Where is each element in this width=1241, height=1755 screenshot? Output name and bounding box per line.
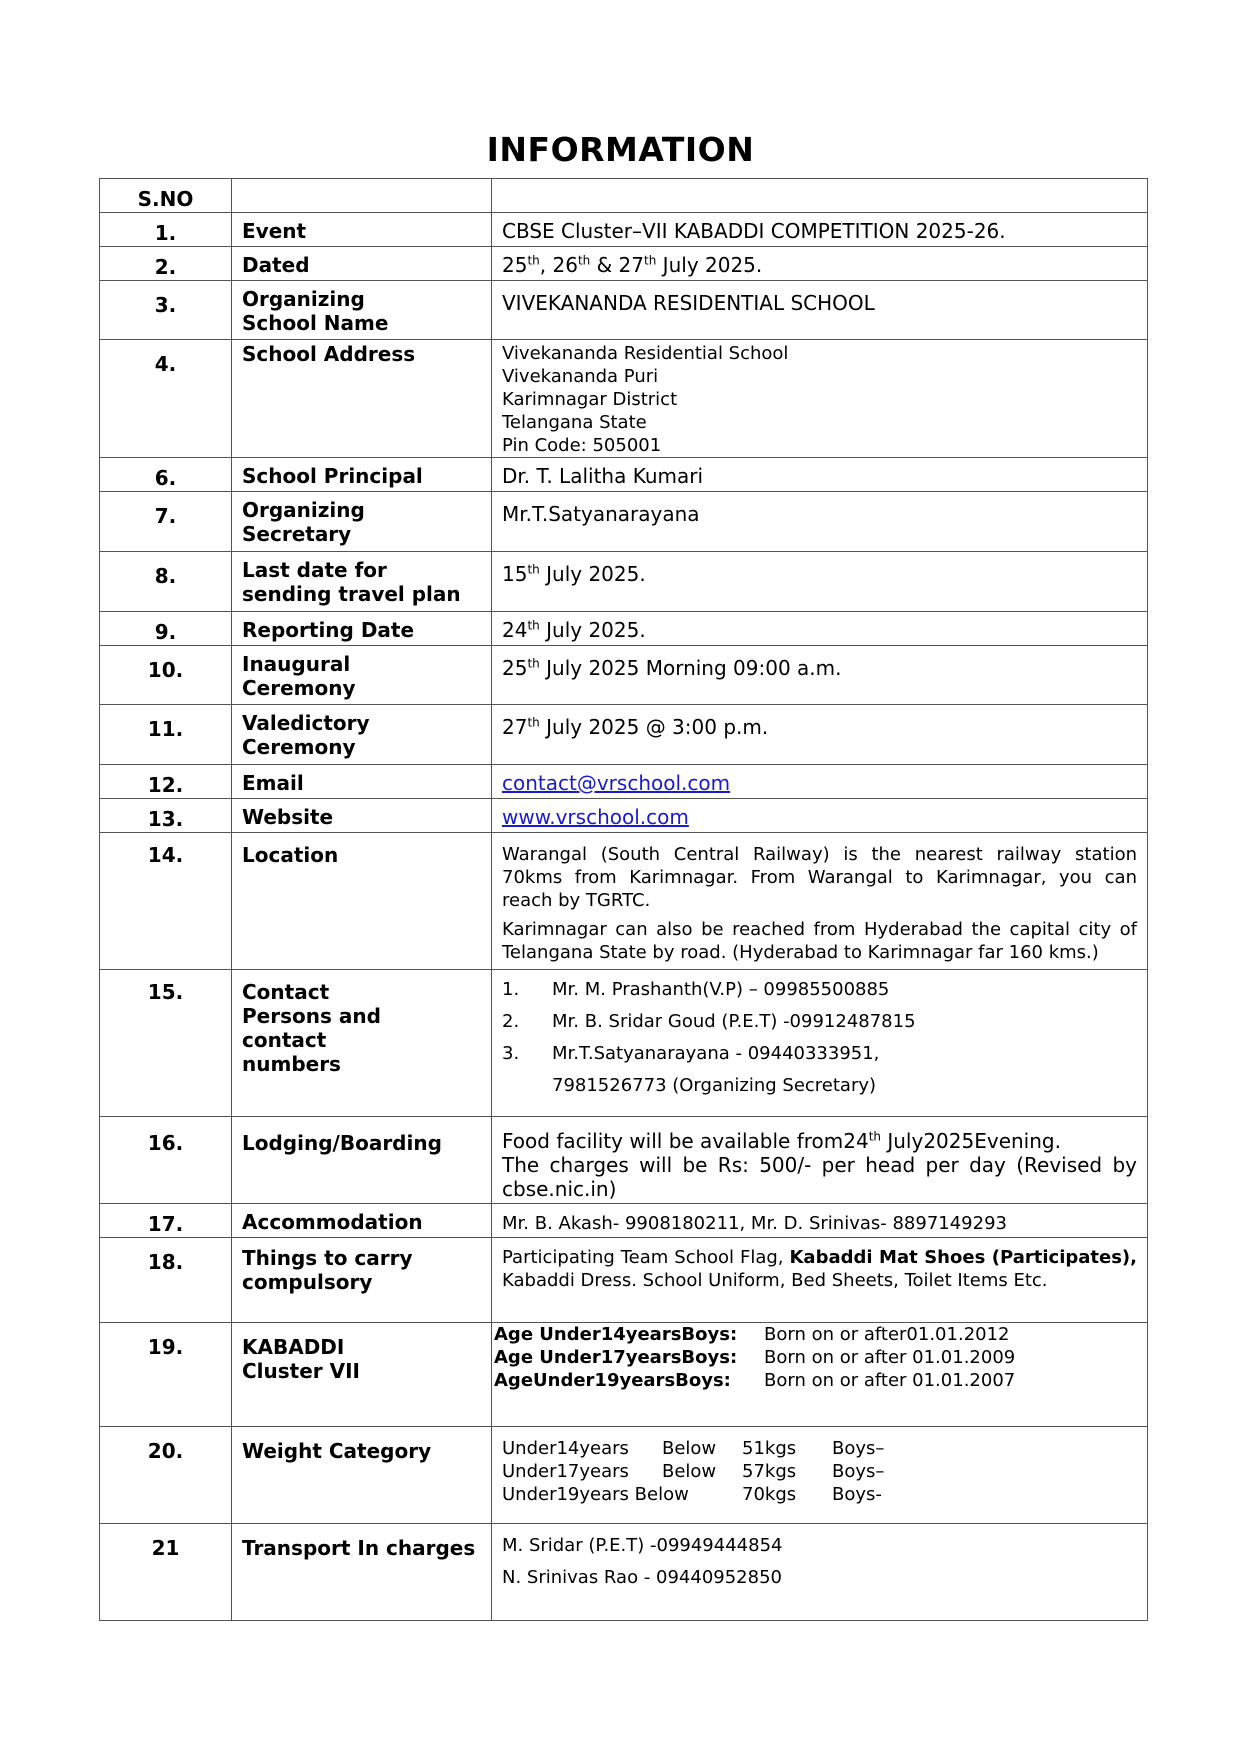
row-value: Dr. T. Lalitha Kumari [492, 458, 1148, 492]
row-value [492, 765, 1148, 799]
row-number: 3. [100, 281, 232, 340]
sno-header: S.NO [100, 179, 232, 213]
row-label: Reporting Date [232, 612, 492, 646]
row-number: 14. [100, 833, 232, 970]
row-label: Location [232, 833, 492, 970]
table-row [100, 765, 1148, 799]
row-label: Website [232, 799, 492, 833]
value-header [492, 179, 1148, 213]
row-value: Warangal (South Central Railway) is the nearest railway station 70kms from Karimnagar. From Warangal to Karimnagar, you can reach by TGRTC. Karimnagar can also be reached from Hyderabad the capital city of Telangana State by road. (Hyderabad to Karimnagar far 160 kms.) [492, 833, 1148, 970]
table-row [100, 1323, 1148, 1427]
table-row [100, 1524, 1148, 1621]
information-table [99, 178, 1148, 1621]
table-row [100, 970, 1148, 1117]
row-number: 11. [100, 705, 232, 765]
row-value: Food facility will be available from24th July2025Evening. The charges will be Rs: 500/- per head per day (Revised by cbse.nic.in) [492, 1117, 1148, 1204]
row-label: Accommodation [232, 1204, 492, 1238]
row-label: Transport In charges [232, 1524, 492, 1621]
row-label: Contact Persons and contact numbers [232, 970, 492, 1117]
website-link[interactable]: www.vrschool.com [502, 805, 689, 829]
row-value: 25th, 26th & 27th July 2025. [492, 247, 1148, 281]
row-value: 15th July 2025. [492, 552, 1148, 612]
row-number: 1. [100, 213, 232, 247]
row-number: 6. [100, 458, 232, 492]
row-number: 19. [100, 1323, 232, 1427]
row-value: 24th July 2025. [492, 612, 1148, 646]
table-row [100, 492, 1148, 552]
row-number: 15. [100, 970, 232, 1117]
table-row [100, 552, 1148, 612]
row-value: Participating Team School Flag, Kabaddi Mat Shoes (Participates), Kabaddi Dress. School Uniform, Bed Sheets, Toilet Items Etc. [492, 1238, 1148, 1323]
row-label: Email [232, 765, 492, 799]
row-value: 1. Mr. M. Prashanth(V.P) – 09985500885 2. Mr. B. Sridar Goud (P.E.T) -09912487815 3. Mr.T.Satyanarayana - 09440333951, 7981526773 (Organizing Secretary) [492, 970, 1148, 1117]
row-label: Valedictory Ceremony [232, 705, 492, 765]
row-number: 16. [100, 1117, 232, 1204]
row-label: School Principal [232, 458, 492, 492]
row-label: Dated [232, 247, 492, 281]
table-row [100, 247, 1148, 281]
table-row [100, 213, 1148, 247]
row-number: 4. [100, 340, 232, 458]
row-number: 10. [100, 646, 232, 705]
row-label: Things to carry compulsory [232, 1238, 492, 1323]
row-value: Under14years Below 51kgs Boys– Under17years Below 57kgs Boys– Under19years Below 70kgs Boys- [492, 1427, 1148, 1524]
table-header-row [100, 179, 1148, 213]
row-value: Vivekananda Residential School Vivekananda Puri Karimnagar District Telangana State Pin Code: 505001 [492, 340, 1148, 458]
table-row [100, 1117, 1148, 1204]
row-value: Mr.T.Satyanarayana [492, 492, 1148, 552]
row-value: Age Under14yearsBoys: Born on or after01.01.2012 Age Under17yearsBoys: Born on or after 01.01.2009 AgeUnder19yearsBoys: Born on or after 01.01.2007 [492, 1323, 1148, 1427]
row-number: 12. [100, 765, 232, 799]
row-value: 25th July 2025 Morning 09:00 a.m. [492, 646, 1148, 705]
table-row [100, 458, 1148, 492]
row-label: Inaugural Ceremony [232, 646, 492, 705]
row-label: Weight Category [232, 1427, 492, 1524]
row-number: 7. [100, 492, 232, 552]
row-number: 20. [100, 1427, 232, 1524]
row-label: Last date for sending travel plan [232, 552, 492, 612]
table-row [100, 705, 1148, 765]
table-row [100, 340, 1148, 458]
row-number: 21 [100, 1524, 232, 1621]
row-value: 27th July 2025 @ 3:00 p.m. [492, 705, 1148, 765]
row-label: Organizing School Name [232, 281, 492, 340]
table-row [100, 1204, 1148, 1238]
table-row [100, 1427, 1148, 1524]
row-value: VIVEKANANDA RESIDENTIAL SCHOOL [492, 281, 1148, 340]
row-number: 18. [100, 1238, 232, 1323]
table-row [100, 281, 1148, 340]
row-label: Organizing Secretary [232, 492, 492, 552]
row-number: 17. [100, 1204, 232, 1238]
row-number: 2. [100, 247, 232, 281]
row-label: Lodging/Boarding [232, 1117, 492, 1204]
table-row [100, 612, 1148, 646]
row-value [492, 799, 1148, 833]
row-number: 9. [100, 612, 232, 646]
email-link[interactable]: contact@vrschool.com [502, 771, 731, 795]
row-value: CBSE Cluster–VII KABADDI COMPETITION 2025-26. [492, 213, 1148, 247]
table-row [100, 799, 1148, 833]
row-label: School Address [232, 340, 492, 458]
row-label: KABADDI Cluster VII [232, 1323, 492, 1427]
label-header [232, 179, 492, 213]
row-number: 13. [100, 799, 232, 833]
table-row [100, 1238, 1148, 1323]
row-value: M. Sridar (P.E.T) -09949444854 N. Srinivas Rao - 09440952850 [492, 1524, 1148, 1621]
row-label: Event [232, 213, 492, 247]
row-value: Mr. B. Akash- 9908180211, Mr. D. Srinivas- 8897149293 [492, 1204, 1148, 1238]
page-title: INFORMATION [486, 130, 755, 169]
table-row [100, 833, 1148, 970]
row-number: 8. [100, 552, 232, 612]
table-row [100, 646, 1148, 705]
